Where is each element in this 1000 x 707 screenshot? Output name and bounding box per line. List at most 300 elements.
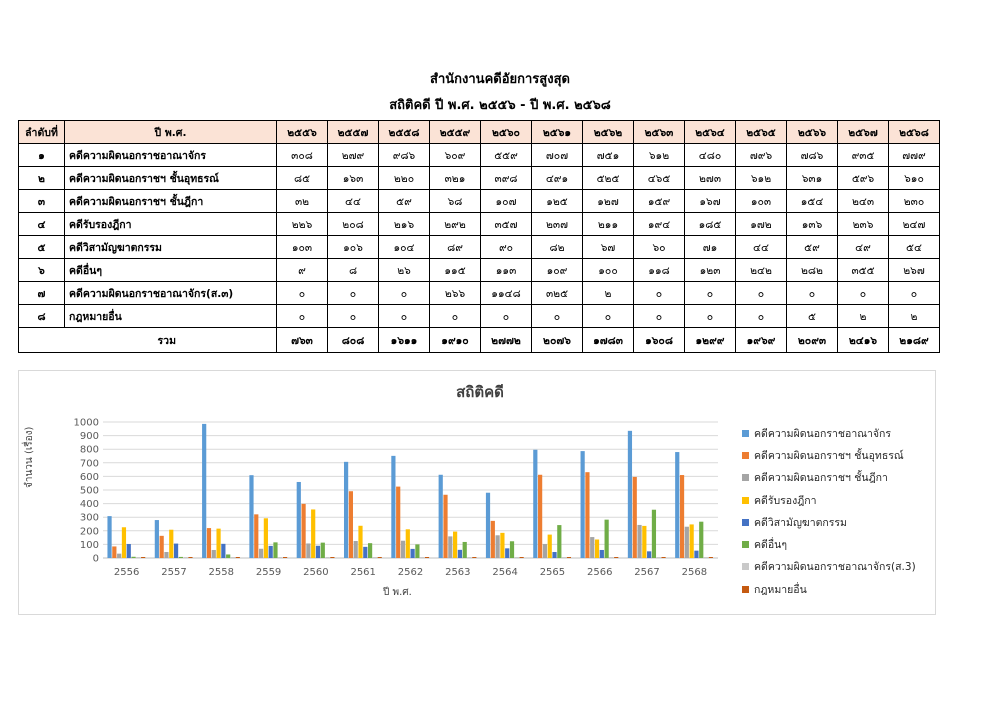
bar (704, 557, 708, 558)
bar (458, 550, 462, 558)
bar (439, 475, 443, 558)
table-cell: ๒๒๖ (277, 213, 328, 236)
bar (443, 495, 447, 558)
legend-label: คดีความผิดนอกราชอาณาจักร(ส.3) (754, 561, 916, 574)
bar (595, 540, 599, 558)
table-cell: ๑๕๙ (634, 190, 685, 213)
table-cell: ๔๙ (838, 236, 889, 259)
x-tick-label: 2565 (539, 567, 566, 578)
bar (174, 544, 178, 558)
bar (585, 472, 589, 558)
total-cell: ๑๖๐๘ (634, 328, 685, 353)
table-cell: ๐ (379, 282, 430, 305)
bar (273, 542, 277, 558)
stats-subtitle: สถิติคดี ปี พ.ศ. ๒๕๕๖ - ปี พ.ศ. ๒๕๖๘ (389, 98, 611, 113)
table-cell: ๙๓๕ (838, 144, 889, 167)
bar (425, 557, 429, 558)
bar (164, 552, 168, 558)
legend-swatch (742, 519, 749, 526)
table-cell: ๒๘๒ (787, 259, 838, 282)
table-cell: ๗๐๗ (532, 144, 583, 167)
bar (472, 557, 476, 558)
bar (415, 544, 419, 558)
table-cell: ๖๑๒ (736, 167, 787, 190)
table-cell: ๔๙๑ (532, 167, 583, 190)
table-cell: ๒ (889, 305, 940, 328)
bar (609, 557, 613, 558)
x-tick-label: 2558 (208, 567, 234, 578)
bar (221, 544, 225, 558)
table-cell: ๘ (328, 259, 379, 282)
chart-legend (742, 422, 942, 600)
table-cell: ๒๖ (379, 259, 430, 282)
year-header: ๒๕๕๙ (430, 121, 481, 144)
y-tick-label: 800 (79, 444, 99, 456)
table-cell: ๕๔ (889, 236, 940, 259)
bar (117, 554, 121, 558)
legend-label: คดีอื่นๆ (754, 539, 787, 552)
bar (661, 557, 665, 558)
bar (344, 462, 348, 558)
table-cell: ๑๒๕ (532, 190, 583, 213)
x-axis-label: ปี พ.ศ. (383, 587, 412, 598)
bar (496, 535, 500, 558)
table-cell: ๐ (481, 305, 532, 328)
table-cell: ๑๑๕ (430, 259, 481, 282)
bar (179, 557, 183, 558)
table-cell: ๓๕๕ (838, 259, 889, 282)
bar (411, 549, 415, 558)
y-tick-label: 300 (79, 512, 99, 524)
bar (254, 514, 258, 558)
legend-label: คดีวิสามัญฆาตกรรม (754, 516, 847, 529)
bar (538, 475, 542, 558)
legend-item (742, 578, 942, 600)
y-tick-label: 500 (79, 485, 99, 497)
bar (155, 520, 159, 558)
table-cell: ๐ (379, 305, 430, 328)
year-header: ๒๕๕๗ (328, 121, 379, 144)
bar (552, 552, 556, 558)
bar (600, 550, 604, 558)
table-cell: ๑๒๗ (583, 190, 634, 213)
x-tick-label: 2560 (303, 567, 329, 578)
bar (543, 544, 547, 558)
bar (642, 526, 646, 558)
table-cell: ๑๕๔ (787, 190, 838, 213)
table-cell: ๒๗๙ (328, 144, 379, 167)
row-index: ๒ (19, 167, 65, 190)
table-cell: ๒๔๒ (736, 259, 787, 282)
table-cell: ๑๒๓ (685, 259, 736, 282)
year-header: ๒๕๖๒ (583, 121, 634, 144)
bar (401, 541, 405, 558)
legend-label: กฎหมายอื่น (754, 583, 807, 596)
table-cell: ๒๑๑ (583, 213, 634, 236)
table-cell: ๖๑๐ (889, 167, 940, 190)
bar (330, 557, 334, 558)
legend-label: คดีความผิดนอกราชฯ ชั้นฎีกา (754, 472, 888, 485)
row-name: คดีความผิดนอกราชอาณาจักร(ส.๓) (65, 282, 277, 305)
bar (127, 544, 131, 558)
table-cell: ๕๙๖ (838, 167, 889, 190)
bar (264, 518, 268, 558)
table-cell: ๘๙ (430, 236, 481, 259)
row-name: คดีความผิดนอกราชอาณาจักร (65, 144, 277, 167)
legend-label: คดีความผิดนอกราชอาณาจักร (754, 427, 892, 440)
row-index: ๓ (19, 190, 65, 213)
chart-title: สถิติคดี (456, 383, 504, 401)
legend-swatch (742, 586, 749, 593)
bar (406, 529, 410, 558)
year-header: ๒๕๕๖ (277, 121, 328, 144)
table-cell: ๘๕ (277, 167, 328, 190)
y-tick-label: 200 (79, 526, 99, 538)
y-tick-label: 700 (79, 458, 99, 470)
col-year-header: ปี พ.ศ. (65, 121, 277, 144)
bar (491, 521, 495, 558)
table-cell: ๐ (277, 305, 328, 328)
table-cell: ๓๙๘ (481, 167, 532, 190)
bar (278, 557, 282, 558)
table-cell: ๐ (838, 282, 889, 305)
table-cell: ๙๘๖ (379, 144, 430, 167)
table-cell: ๒๓๗ (532, 213, 583, 236)
row-index: ๔ (19, 213, 65, 236)
bar (448, 536, 452, 558)
legend-swatch (742, 430, 749, 437)
table-cell: ๐ (583, 305, 634, 328)
table-cell: ๑๐๓ (277, 236, 328, 259)
total-cell: ๑๖๑๑ (379, 328, 430, 353)
bar (420, 557, 424, 558)
y-tick-label: 600 (79, 471, 99, 483)
bar (160, 536, 164, 558)
bar (354, 541, 358, 558)
bar (486, 493, 490, 558)
table-cell: ๐ (634, 282, 685, 305)
bar (368, 543, 372, 558)
total-cell: ๑๙๑๐ (430, 328, 481, 353)
legend-swatch (742, 452, 749, 459)
table-cell: ๑๖๓ (328, 167, 379, 190)
table-cell: ๑๓๖ (787, 213, 838, 236)
bar (373, 557, 377, 558)
table-cell: ๒๖๗ (889, 259, 940, 282)
table-cell: ๑๗๒ (736, 213, 787, 236)
y-axis-label: จำนวน (เรื่อง) (24, 426, 35, 488)
bar (391, 456, 395, 558)
bar (316, 546, 320, 558)
legend-label: คดีรับรองฎีกา (754, 494, 817, 507)
bar (259, 549, 263, 558)
bar (675, 452, 679, 558)
table-cell: ๖๗ (583, 236, 634, 259)
table-cell: ๑๑๓ (481, 259, 532, 282)
bar (188, 557, 192, 558)
table-cell: ๑๙๔ (634, 213, 685, 236)
bar (184, 557, 188, 558)
bar (226, 554, 230, 558)
total-cell: ๗๖๓ (277, 328, 328, 353)
y-tick-label: 900 (79, 431, 99, 443)
year-header: ๒๕๖๔ (685, 121, 736, 144)
bar (652, 510, 656, 558)
total-cell: ๒๐๗๖ (532, 328, 583, 353)
x-tick-label: 2566 (587, 567, 613, 578)
x-tick-label: 2568 (681, 567, 708, 578)
bar (325, 557, 329, 558)
bar (363, 547, 367, 558)
bar (647, 551, 651, 558)
x-tick-label: 2559 (255, 567, 282, 578)
legend-item (742, 511, 942, 533)
legend-item (742, 444, 942, 466)
table-cell: ๕๙ (379, 190, 430, 213)
bar (321, 543, 325, 558)
bar (283, 557, 287, 558)
row-name: คดีรับรองฎีกา (65, 213, 277, 236)
col-order-header: ลำดับที่ (19, 121, 65, 144)
bar (520, 557, 524, 558)
table-cell: ๔๔ (328, 190, 379, 213)
legend-item (742, 533, 942, 555)
row-name: คดีอื่นๆ (65, 259, 277, 282)
table-cell: ๑๐๙ (532, 259, 583, 282)
table-cell: ๗๙๖ (736, 144, 787, 167)
table-cell: ๓๒๕ (532, 282, 583, 305)
bar (637, 525, 641, 558)
table-cell: ๑๐๔ (379, 236, 430, 259)
table-cell: ๒๖๖ (430, 282, 481, 305)
bar (297, 482, 301, 558)
bar (136, 557, 140, 558)
y-tick-label: 100 (79, 539, 99, 551)
table-cell: ๒๐๘ (328, 213, 379, 236)
legend-item (742, 467, 942, 489)
bar (231, 557, 235, 558)
row-name: คดีวิสามัญฆาตกรรม (65, 236, 277, 259)
legend-swatch (742, 497, 749, 504)
table-cell: ๑๐๓ (736, 190, 787, 213)
year-header: ๒๕๖๑ (532, 121, 583, 144)
x-tick-label: 2561 (350, 567, 376, 578)
bar (112, 546, 116, 558)
year-header: ๒๕๖๓ (634, 121, 685, 144)
table-cell: ๐ (430, 305, 481, 328)
bar (131, 557, 135, 558)
bar (467, 557, 471, 558)
bar (301, 504, 305, 558)
bar (694, 551, 698, 558)
year-header: ๒๕๖๖ (787, 121, 838, 144)
bar (628, 431, 632, 558)
table-cell: ๓๐๘ (277, 144, 328, 167)
bar (500, 533, 504, 558)
table-cell: ๐ (328, 305, 379, 328)
row-index: ๕ (19, 236, 65, 259)
table-cell: ๔๔ (736, 236, 787, 259)
table-cell: ๙ (277, 259, 328, 282)
table-cell: ๐ (328, 282, 379, 305)
x-tick-label: 2567 (634, 567, 660, 578)
table-cell: ๖๑๒ (634, 144, 685, 167)
table-cell: ๖๐๙ (430, 144, 481, 167)
table-cell: ๐ (532, 305, 583, 328)
table-cell: ๓๕๗ (481, 213, 532, 236)
table-cell: ๖๓๑ (787, 167, 838, 190)
bar (378, 557, 382, 558)
bar (202, 424, 206, 558)
table-cell: ๒๙๒ (430, 213, 481, 236)
table-cell: ๐ (685, 305, 736, 328)
row-name: คดีความผิดนอกราชฯ ชั้นอุทธรณ์ (65, 167, 277, 190)
bar (463, 542, 467, 558)
table-cell: ๑๐๗ (481, 190, 532, 213)
x-tick-label: 2556 (113, 567, 140, 578)
table-cell: ๔๖๕ (634, 167, 685, 190)
table-cell: ๑๑๔๘ (481, 282, 532, 305)
legend-swatch (742, 474, 749, 481)
table-cell: ๐ (736, 282, 787, 305)
row-index: ๘ (19, 305, 65, 328)
legend-item (742, 422, 942, 444)
table-cell: ๐ (634, 305, 685, 328)
bar (581, 451, 585, 558)
bar (122, 527, 126, 558)
table-cell: ๐ (787, 282, 838, 305)
total-cell: ๘๐๘ (328, 328, 379, 353)
table-cell: ๒ (583, 282, 634, 305)
legend-item (742, 489, 942, 511)
table-cell: ๑๘๕ (685, 213, 736, 236)
row-index: ๗ (19, 282, 65, 305)
year-header: ๒๕๖๗ (838, 121, 889, 144)
year-header: ๒๕๖๕ (736, 121, 787, 144)
table-cell: ๑๐๖ (328, 236, 379, 259)
bar (236, 557, 240, 558)
table-cell: ๕ (787, 305, 838, 328)
bar (107, 516, 111, 558)
table-cell: ๘๒ (532, 236, 583, 259)
bar (141, 557, 145, 558)
table-cell: ๒๔๗ (889, 213, 940, 236)
table-cell: ๙๐ (481, 236, 532, 259)
table-cell: ๓๒๑ (430, 167, 481, 190)
table-cell: ๖๘ (430, 190, 481, 213)
bar (207, 528, 211, 558)
total-cell: ๒๑๘๙ (889, 328, 940, 353)
bar (685, 527, 689, 558)
legend-label: คดีความผิดนอกราชฯ ชั้นอุทธรณ์ (754, 449, 904, 462)
table-cell: ๐ (889, 282, 940, 305)
table-cell: ๑๐๐ (583, 259, 634, 282)
table-cell: ๓๒ (277, 190, 328, 213)
bar (699, 522, 703, 558)
table-cell: ๕๙ (787, 236, 838, 259)
table-cell: ๗๑ (685, 236, 736, 259)
bar (680, 475, 684, 558)
bar (358, 526, 362, 558)
table-cell: ๒๑๖ (379, 213, 430, 236)
bar (249, 475, 253, 558)
year-header: ๒๕๖๐ (481, 121, 532, 144)
bar (605, 520, 609, 558)
x-tick-label: 2562 (397, 567, 424, 578)
bar (709, 557, 713, 558)
bar (557, 525, 561, 558)
table-cell: ๒๔๓ (838, 190, 889, 213)
table-cell: ๒๓๖ (838, 213, 889, 236)
table-cell: ๒ (838, 305, 889, 328)
table-cell: ๑๖๗ (685, 190, 736, 213)
year-header: ๒๕๕๘ (379, 121, 430, 144)
table-cell: ๒๗๓ (685, 167, 736, 190)
legend-swatch (742, 563, 749, 570)
bar (510, 541, 514, 558)
table-cell: ๑๑๘ (634, 259, 685, 282)
row-name: คดีความผิดนอกราชฯ ชั้นฎีกา (65, 190, 277, 213)
bar (633, 477, 637, 558)
table-cell: ๐ (685, 282, 736, 305)
table-cell: ๕๕๙ (481, 144, 532, 167)
table-cell: ๒๓๐ (889, 190, 940, 213)
bar (396, 487, 400, 558)
bar (269, 546, 273, 558)
total-cell: ๒๗๗๒ (481, 328, 532, 353)
bar (306, 543, 310, 558)
office-title: สำนักงานคดีอัยการสูงสุด (430, 72, 570, 87)
bar (311, 509, 315, 558)
bar (515, 557, 519, 558)
table-cell: ๐ (736, 305, 787, 328)
bar (505, 548, 509, 558)
bar (614, 557, 618, 558)
total-cell: ๒๐๙๓ (787, 328, 838, 353)
row-index: ๖ (19, 259, 65, 282)
bar (349, 491, 353, 558)
table-cell: ๗๕๑ (583, 144, 634, 167)
x-tick-label: 2557 (161, 567, 187, 578)
bar (562, 557, 566, 558)
bar (169, 530, 173, 558)
bar (212, 550, 216, 558)
row-index: ๑ (19, 144, 65, 167)
total-cell: ๑๙๖๙ (736, 328, 787, 353)
legend-swatch (742, 541, 749, 548)
legend-item (742, 556, 942, 578)
bar (567, 557, 571, 558)
table-cell: ๗๗๙ (889, 144, 940, 167)
year-header: ๒๕๖๘ (889, 121, 940, 144)
total-cell: ๑๗๘๓ (583, 328, 634, 353)
total-cell: ๒๔๑๖ (838, 328, 889, 353)
y-tick-label: 1000 (73, 417, 99, 429)
table-cell: ๔๘๐ (685, 144, 736, 167)
table-cell: ๕๒๕ (583, 167, 634, 190)
table-cell: ๗๘๖ (787, 144, 838, 167)
bar (548, 535, 552, 558)
bar (690, 524, 694, 558)
row-name: กฎหมายอื่น (65, 305, 277, 328)
x-tick-label: 2564 (492, 567, 518, 578)
bar (657, 557, 661, 558)
table-cell: ๒๒๐ (379, 167, 430, 190)
total-cell: ๑๒๙๙ (685, 328, 736, 353)
table-cell: ๖๐ (634, 236, 685, 259)
bar (453, 532, 457, 558)
table-cell: ๐ (277, 282, 328, 305)
